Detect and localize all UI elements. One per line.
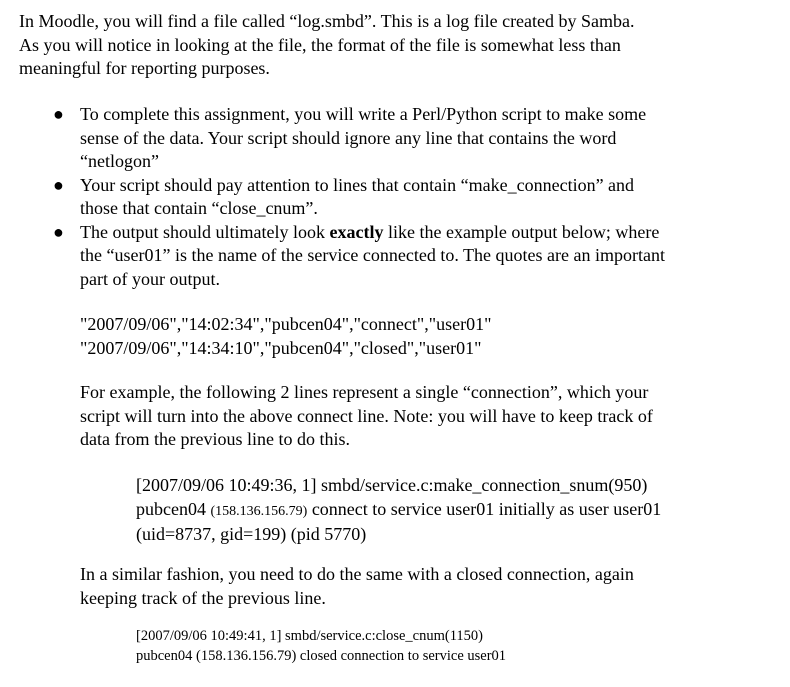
bullet-icon: ●: [53, 221, 64, 242]
bullet-icon: ●: [53, 104, 64, 124]
paragraph-line: For example, the following 2 lines represent a single “connection”, which your: [80, 382, 649, 402]
log-line: [2007/09/06 10:49:41, 1] smbd/service.c:close_cnum(1150): [136, 628, 483, 644]
log-line: (uid=8737, gid=199) (pid 5770): [136, 524, 367, 544]
close-log-excerpt: [136, 626, 776, 666]
ip-address: (158.136.156.79): [210, 503, 308, 519]
connect-log-excerpt: [136, 474, 776, 547]
list-item-line: To complete this assignment, you will write a Perl/Python script to make some: [80, 104, 647, 124]
output-line: "2007/09/06","14:34:10","pubcen04","closed","user01": [80, 337, 482, 358]
list-item-line: [80, 221, 740, 245]
list-item: [0, 103, 740, 174]
list-item: [0, 174, 740, 221]
output-line: "2007/09/06","14:02:34","pubcen04","connect","user01": [80, 314, 492, 334]
log-line: [136, 498, 776, 524]
log-line: [2007/09/06 10:49:36, 1] smbd/service.c:make_connection_snum(950): [136, 475, 648, 495]
intro-line: As you will notice in looking at the file, the format of the file is somewhat less than: [19, 34, 621, 55]
list-item-line: sense of the data. Your script should ignore any line that contains the word: [80, 127, 617, 148]
log-line: pubcen04 (158.136.156.79) closed connection to service user01: [136, 648, 507, 664]
requirements-list: [0, 103, 790, 291]
example-paragraph: [80, 381, 760, 452]
intro-paragraph: [19, 10, 759, 81]
similar-paragraph: [80, 563, 760, 610]
paragraph-line: keeping track of the previous line.: [80, 587, 326, 608]
text-run: like the example output below; where: [383, 221, 660, 242]
intro-line: meaningful for reporting purposes.: [19, 58, 270, 78]
text-run: connect to service user01 initially as user user01: [307, 498, 662, 519]
list-item-line: the “user01” is the name of the service connected to. The quotes are an important: [80, 245, 665, 265]
list-item-line: those that contain “close_cnum”.: [80, 198, 318, 218]
list-item-line: part of your output.: [80, 268, 220, 289]
text-run: The output should ultimately look: [80, 221, 330, 242]
text-run: pubcen04: [136, 498, 211, 519]
paragraph-line: data from the previous line to do this.: [80, 429, 350, 449]
example-output: [80, 313, 760, 360]
intro-line: In Moodle, you will find a file called “log.smbd”. This is a log file created by Samba.: [19, 11, 635, 31]
list-item: [0, 221, 740, 292]
emphasis-text: exactly: [329, 221, 384, 242]
paragraph-line: In a similar fashion, you need to do the same with a closed connection, again: [80, 564, 634, 584]
bullet-icon: ●: [53, 174, 64, 195]
paragraph-line: script will turn into the above connect line. Note: you will have to keep track of: [80, 405, 653, 426]
list-item-line: Your script should pay attention to lines that contain “make_connection” and: [80, 174, 635, 195]
list-item-line: “netlogon”: [80, 151, 159, 171]
